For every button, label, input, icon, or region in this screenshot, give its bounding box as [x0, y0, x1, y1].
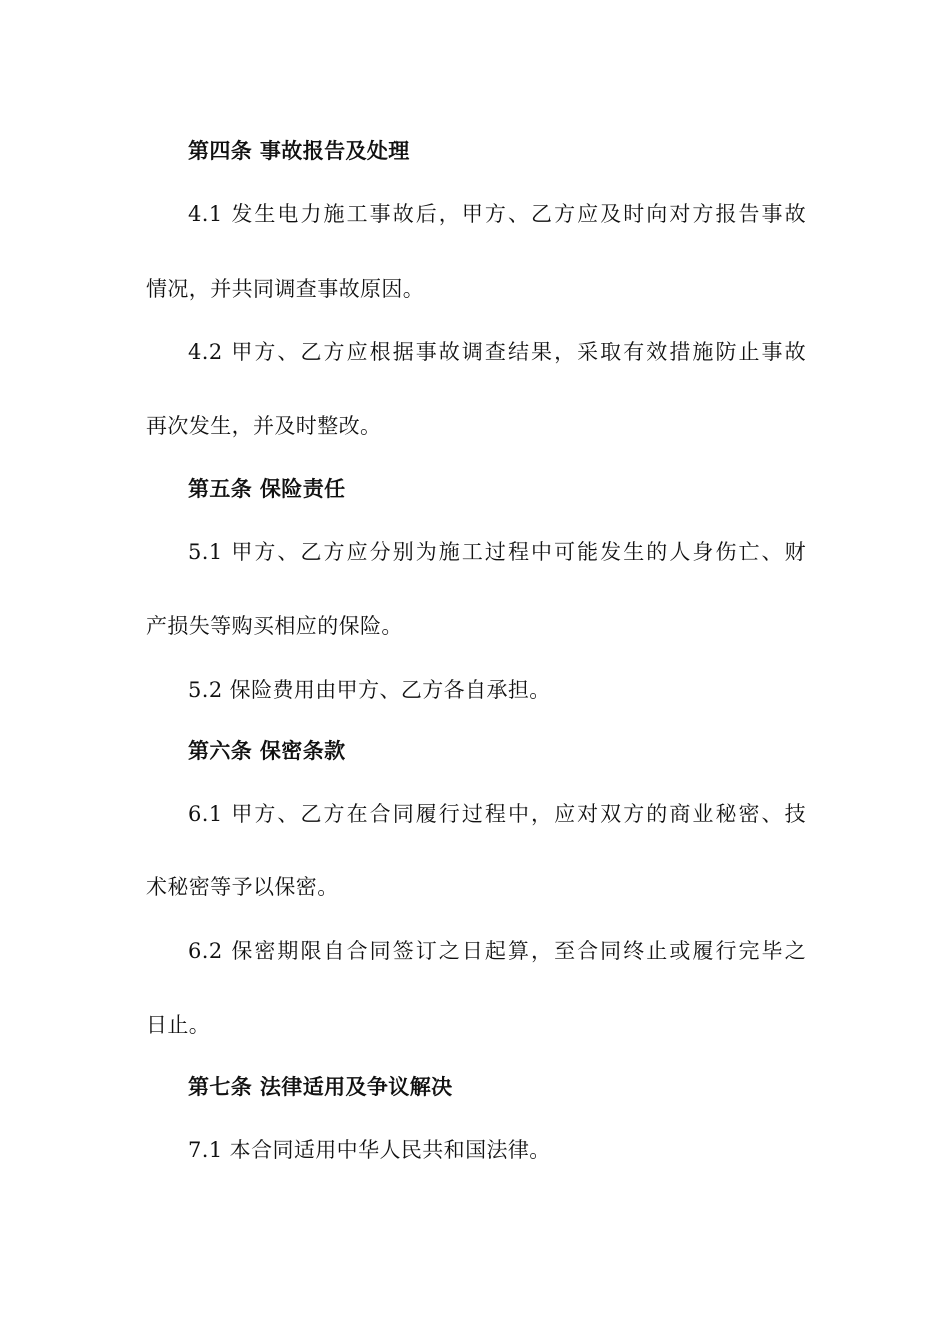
- paragraph-6-1-line-1: 6.1 甲方、乙方在合同履行过程中，应对双方的商业秘密、技: [188, 802, 806, 826]
- paragraph-5-1-line-2: 产损失等购买相应的保险。: [146, 614, 403, 638]
- paragraph-4-2-line-2: 再次发生，并及时整改。: [146, 414, 382, 438]
- paragraph-5-2-line-1: 5.2 保险费用由甲方、乙方各自承担。: [188, 678, 551, 702]
- paragraph-4-1-line-1: 4.1 发生电力施工事故后，甲方、乙方应及时向对方报告事故: [188, 202, 806, 226]
- paragraph-6-1-line-2: 术秘密等予以保密。: [146, 875, 339, 899]
- paragraph-4-2-line-1: 4.2 甲方、乙方应根据事故调查结果，采取有效措施防止事故: [188, 340, 806, 364]
- section-heading-7: 第七条 法律适用及争议解决: [188, 1075, 453, 1099]
- section-heading-5: 第五条 保险责任: [188, 477, 346, 501]
- paragraph-7-1-line-1: 7.1 本合同适用中华人民共和国法律。: [188, 1138, 551, 1162]
- paragraph-6-2-line-2: 日止。: [146, 1013, 211, 1037]
- section-heading-6: 第六条 保密条款: [188, 739, 346, 763]
- section-heading-4: 第四条 事故报告及处理: [188, 139, 410, 163]
- paragraph-6-2-line-1: 6.2 保密期限自合同签订之日起算，至合同终止或履行完毕之: [188, 939, 806, 963]
- paragraph-4-1-line-2: 情况，并共同调查事故原因。: [146, 277, 425, 301]
- paragraph-5-1-line-1: 5.1 甲方、乙方应分别为施工过程中可能发生的人身伤亡、财: [188, 540, 806, 564]
